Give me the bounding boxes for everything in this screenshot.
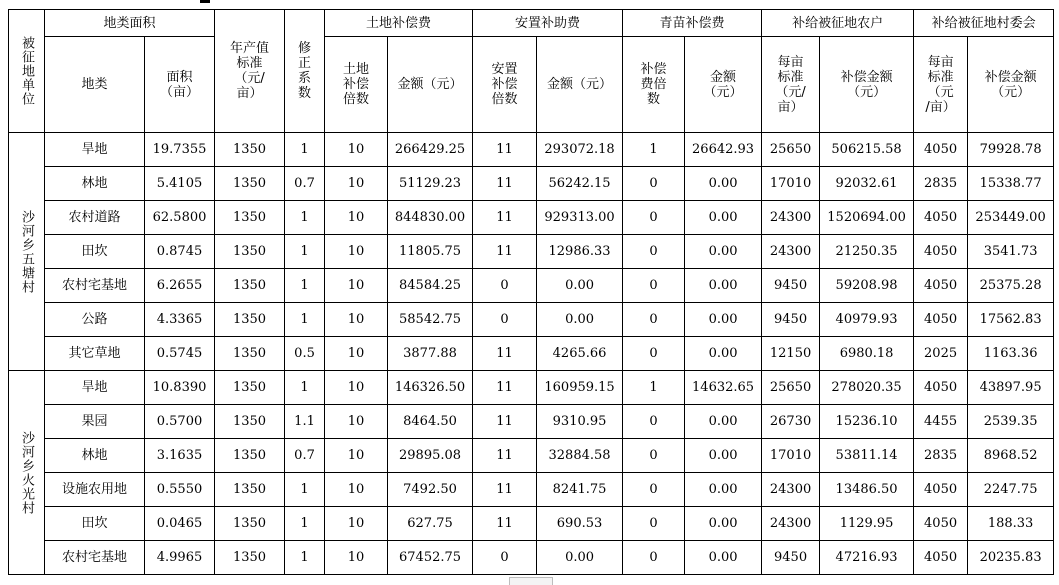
value-cell: 15236.10 <box>820 405 914 439</box>
table-row <box>9 337 1054 371</box>
header-resettle-amount: 金额（元） <box>537 37 623 133</box>
value-cell: 1350 <box>215 507 285 541</box>
value-cell: 0.7 <box>285 439 325 473</box>
header-land-multiple <box>325 37 388 133</box>
value-cell: 24300 <box>762 507 820 541</box>
header-resettle-multiple <box>473 37 537 133</box>
value-cell: 627.75 <box>388 507 473 541</box>
value-cell: 10 <box>325 303 388 337</box>
value-cell: 0 <box>623 303 685 337</box>
header-crops-amount-line: （元） <box>703 84 743 100</box>
value-cell: 5.4105 <box>145 167 215 201</box>
value-cell: 1350 <box>215 371 285 405</box>
value-cell: 0.00 <box>685 541 762 575</box>
header-correction-line: 系 <box>298 71 312 86</box>
value-cell: 10 <box>325 405 388 439</box>
land-type-cell: 农村宅基地 <box>45 269 145 303</box>
value-cell: 11 <box>473 133 537 167</box>
village-name: 沙河乡火光村 <box>19 430 34 515</box>
value-cell: 4.9965 <box>145 541 215 575</box>
header-committee-std-line: 标准 <box>927 69 954 85</box>
value-cell: 1 <box>285 133 325 167</box>
land-type-cell: 果园 <box>45 405 145 439</box>
value-cell: 1350 <box>215 473 285 507</box>
header-crops-multiple-line: 补偿 <box>640 62 667 77</box>
group-farmer: 补给被征地农户 <box>762 10 914 37</box>
header-annual-value <box>215 10 285 133</box>
value-cell: 4455 <box>914 405 968 439</box>
header-area-line: 面积 <box>166 69 193 85</box>
column-header-row <box>9 37 1054 133</box>
village-cell <box>9 133 45 371</box>
value-cell: 506215.58 <box>820 133 914 167</box>
header-resettle-multiple-line: 安置 <box>491 62 518 77</box>
value-cell: 84584.25 <box>388 269 473 303</box>
value-cell: 10 <box>325 269 388 303</box>
header-committee-std-line: 每亩 <box>927 54 954 70</box>
value-cell: 79928.78 <box>968 133 1054 167</box>
value-cell: 1.1 <box>285 405 325 439</box>
value-cell: 0 <box>623 337 685 371</box>
header-land-type: 地类 <box>45 37 145 133</box>
value-cell: 293072.18 <box>537 133 623 167</box>
value-cell: 62.5800 <box>145 201 215 235</box>
value-cell: 0.0465 <box>145 507 215 541</box>
header-annual-value-line: 标准 <box>236 56 263 71</box>
value-cell: 1350 <box>215 439 285 473</box>
header-committee-std-line: /亩） <box>925 99 956 115</box>
value-cell: 0 <box>623 201 685 235</box>
value-cell: 4265.66 <box>537 337 623 371</box>
value-cell: 40979.93 <box>820 303 914 337</box>
value-cell: 3.1635 <box>145 439 215 473</box>
value-cell: 1 <box>285 541 325 575</box>
table-row <box>9 133 1054 167</box>
value-cell: 1350 <box>215 201 285 235</box>
table-row <box>9 235 1054 269</box>
header-unit <box>9 10 45 133</box>
value-cell: 4050 <box>914 269 968 303</box>
value-cell: 1350 <box>215 269 285 303</box>
value-cell: 1350 <box>215 405 285 439</box>
value-cell: 1 <box>285 235 325 269</box>
value-cell: 25375.28 <box>968 269 1054 303</box>
value-cell: 9310.95 <box>537 405 623 439</box>
value-cell: 0.00 <box>685 405 762 439</box>
header-farmer-std-line: （元/ <box>775 84 806 100</box>
value-cell: 1 <box>285 269 325 303</box>
value-cell: 3877.88 <box>388 337 473 371</box>
header-land-multiple-line: 补偿 <box>343 77 370 92</box>
value-cell: 1 <box>623 133 685 167</box>
value-cell: 9450 <box>762 303 820 337</box>
value-cell: 10 <box>325 439 388 473</box>
value-cell: 12986.33 <box>537 235 623 269</box>
value-cell: 0 <box>473 541 537 575</box>
value-cell: 43897.95 <box>968 371 1054 405</box>
land-type-cell: 其它草地 <box>45 337 145 371</box>
value-cell: 0.00 <box>537 303 623 337</box>
header-annual-value-line: （元/ <box>234 71 265 86</box>
value-cell: 1350 <box>215 167 285 201</box>
value-cell: 0.00 <box>685 167 762 201</box>
value-cell: 9450 <box>762 269 820 303</box>
header-committee-amount <box>968 37 1054 133</box>
value-cell: 0.00 <box>685 439 762 473</box>
value-cell: 0.00 <box>685 303 762 337</box>
value-cell: 1129.95 <box>820 507 914 541</box>
value-cell: 146326.50 <box>388 371 473 405</box>
land-type-cell: 公路 <box>45 303 145 337</box>
land-type-cell: 旱地 <box>45 133 145 167</box>
value-cell: 0 <box>623 269 685 303</box>
land-type-cell: 林地 <box>45 167 145 201</box>
header-land-multiple-line: 土地 <box>343 62 370 77</box>
value-cell: 24300 <box>762 473 820 507</box>
land-type-cell: 田坎 <box>45 235 145 269</box>
value-cell: 11 <box>473 405 537 439</box>
value-cell: 0.00 <box>685 201 762 235</box>
value-cell: 24300 <box>762 235 820 269</box>
value-cell: 0 <box>473 269 537 303</box>
header-land-multiple-line: 倍数 <box>343 92 370 107</box>
value-cell: 0 <box>623 439 685 473</box>
header-area <box>145 37 215 133</box>
value-cell: 10 <box>325 235 388 269</box>
group-committee: 补给被征地村委会 <box>914 10 1054 37</box>
value-cell: 11 <box>473 337 537 371</box>
value-cell: 17562.83 <box>968 303 1054 337</box>
value-cell: 59208.98 <box>820 269 914 303</box>
header-crops-multiple-line: 费倍 <box>640 77 667 92</box>
land-type-cell: 农村道路 <box>45 201 145 235</box>
header-correction-line: 修 <box>298 41 312 56</box>
value-cell: 4050 <box>914 371 968 405</box>
value-cell: 0.00 <box>685 473 762 507</box>
value-cell: 11 <box>473 167 537 201</box>
table-row <box>9 303 1054 337</box>
value-cell: 278020.35 <box>820 371 914 405</box>
header-farmer-std-line: 每亩 <box>777 54 804 70</box>
value-cell: 10 <box>325 541 388 575</box>
group-area: 地类面积 <box>45 10 215 37</box>
header-resettle-multiple-line: 补偿 <box>491 77 518 92</box>
group-crops: 青苗补偿费 <box>623 10 762 37</box>
value-cell: 0 <box>623 473 685 507</box>
value-cell: 25650 <box>762 133 820 167</box>
value-cell: 4050 <box>914 235 968 269</box>
value-cell: 2025 <box>914 337 968 371</box>
table-row <box>9 507 1054 541</box>
header-committee-amount-line: （元） <box>991 84 1031 100</box>
value-cell: 1 <box>623 371 685 405</box>
header-farmer-std <box>762 37 820 133</box>
value-cell: 25650 <box>762 371 820 405</box>
value-cell: 690.53 <box>537 507 623 541</box>
value-cell: 12150 <box>762 337 820 371</box>
value-cell: 10 <box>325 371 388 405</box>
value-cell: 67452.75 <box>388 541 473 575</box>
table-row <box>9 439 1054 473</box>
value-cell: 0 <box>623 235 685 269</box>
value-cell: 3541.73 <box>968 235 1054 269</box>
value-cell: 10 <box>325 133 388 167</box>
value-cell: 58542.75 <box>388 303 473 337</box>
header-correction <box>285 10 325 133</box>
compensation-table <box>8 9 1054 575</box>
value-cell: 10 <box>325 201 388 235</box>
value-cell: 10 <box>325 167 388 201</box>
value-cell: 10 <box>325 337 388 371</box>
value-cell: 8968.52 <box>968 439 1054 473</box>
header-farmer-std-line: 标准 <box>777 69 804 85</box>
value-cell: 10 <box>325 507 388 541</box>
value-cell: 2247.75 <box>968 473 1054 507</box>
value-cell: 24300 <box>762 201 820 235</box>
value-cell: 0 <box>623 507 685 541</box>
land-type-cell: 旱地 <box>45 371 145 405</box>
value-cell: 0.00 <box>537 269 623 303</box>
value-cell: 1 <box>285 201 325 235</box>
value-cell: 8241.75 <box>537 473 623 507</box>
value-cell: 11 <box>473 235 537 269</box>
value-cell: 10 <box>325 473 388 507</box>
header-unit-label: 被征地单位 <box>19 36 34 106</box>
value-cell: 1350 <box>215 337 285 371</box>
table-row <box>9 167 1054 201</box>
value-cell: 32884.58 <box>537 439 623 473</box>
header-committee-std-line: （元 <box>927 84 954 100</box>
value-cell: 1350 <box>215 303 285 337</box>
header-farmer-amount <box>820 37 914 133</box>
value-cell: 29895.08 <box>388 439 473 473</box>
value-cell: 2835 <box>914 439 968 473</box>
value-cell: 0 <box>623 167 685 201</box>
header-land-amount: 金额（元） <box>388 37 473 133</box>
group-resettle: 安置补助费 <box>473 10 623 37</box>
header-crops-multiple-line: 数 <box>647 92 661 107</box>
value-cell: 266429.25 <box>388 133 473 167</box>
value-cell: 51129.23 <box>388 167 473 201</box>
value-cell: 17010 <box>762 167 820 201</box>
value-cell: 56242.15 <box>537 167 623 201</box>
value-cell: 1 <box>285 303 325 337</box>
header-correction-line: 正 <box>298 56 312 71</box>
value-cell: 0.5745 <box>145 337 215 371</box>
village-name: 沙河乡五塘村 <box>19 209 34 294</box>
value-cell: 0.5700 <box>145 405 215 439</box>
value-cell: 6.2655 <box>145 269 215 303</box>
header-committee-std <box>914 37 968 133</box>
value-cell: 4050 <box>914 201 968 235</box>
value-cell: 4050 <box>914 507 968 541</box>
table-body <box>9 10 1054 575</box>
value-cell: 17010 <box>762 439 820 473</box>
value-cell: 0.8745 <box>145 235 215 269</box>
value-cell: 2539.35 <box>968 405 1054 439</box>
value-cell: 0.00 <box>685 235 762 269</box>
value-cell: 11 <box>473 371 537 405</box>
value-cell: 15338.77 <box>968 167 1054 201</box>
value-cell: 0 <box>623 541 685 575</box>
value-cell: 0.00 <box>685 337 762 371</box>
value-cell: 0.5550 <box>145 473 215 507</box>
table-row <box>9 473 1054 507</box>
value-cell: 26642.93 <box>685 133 762 167</box>
value-cell: 47216.93 <box>820 541 914 575</box>
value-cell: 6980.18 <box>820 337 914 371</box>
value-cell: 844830.00 <box>388 201 473 235</box>
value-cell: 1 <box>285 473 325 507</box>
header-farmer-std-line: 亩） <box>777 99 804 115</box>
value-cell: 929313.00 <box>537 201 623 235</box>
value-cell: 1350 <box>215 235 285 269</box>
value-cell: 26730 <box>762 405 820 439</box>
value-cell: 10.8390 <box>145 371 215 405</box>
value-cell: 11 <box>473 201 537 235</box>
value-cell: 0.00 <box>537 541 623 575</box>
value-cell: 21250.35 <box>820 235 914 269</box>
header-crops-amount <box>685 37 762 133</box>
value-cell: 4.3365 <box>145 303 215 337</box>
value-cell: 7492.50 <box>388 473 473 507</box>
value-cell: 8464.50 <box>388 405 473 439</box>
value-cell: 11805.75 <box>388 235 473 269</box>
value-cell: 0 <box>623 405 685 439</box>
value-cell: 253449.00 <box>968 201 1054 235</box>
land-type-cell: 林地 <box>45 439 145 473</box>
header-crops-multiple <box>623 37 685 133</box>
header-correction-line: 数 <box>298 86 312 101</box>
value-cell: 4050 <box>914 133 968 167</box>
value-cell: 1 <box>285 371 325 405</box>
value-cell: 4050 <box>914 303 968 337</box>
value-cell: 2835 <box>914 167 968 201</box>
header-farmer-amount-line: （元） <box>847 84 887 100</box>
value-cell: 1 <box>285 507 325 541</box>
value-cell: 11 <box>473 507 537 541</box>
table-row <box>9 269 1054 303</box>
value-cell: 1163.36 <box>968 337 1054 371</box>
value-cell: 20235.83 <box>968 541 1054 575</box>
land-type-cell: 设施农用地 <box>45 473 145 507</box>
value-cell: 14632.65 <box>685 371 762 405</box>
value-cell: 188.33 <box>968 507 1054 541</box>
value-cell: 1520694.00 <box>820 201 914 235</box>
header-annual-value-line: 亩） <box>236 86 263 101</box>
value-cell: 11 <box>473 473 537 507</box>
table-row <box>9 541 1054 575</box>
value-cell: 19.7355 <box>145 133 215 167</box>
land-type-cell: 田坎 <box>45 507 145 541</box>
group-header-row <box>9 10 1054 37</box>
header-annual-value-line: 年产值 <box>230 41 270 56</box>
value-cell: 9450 <box>762 541 820 575</box>
value-cell: 1350 <box>215 133 285 167</box>
value-cell: 0.00 <box>685 507 762 541</box>
header-committee-amount-line: 补偿金额 <box>984 69 1037 85</box>
value-cell: 0.5 <box>285 337 325 371</box>
value-cell: 0 <box>473 303 537 337</box>
table-row <box>9 201 1054 235</box>
header-farmer-amount-line: 补偿金额 <box>840 69 893 85</box>
value-cell: 160959.15 <box>537 371 623 405</box>
header-area-line: （亩） <box>160 84 200 100</box>
header-fragment <box>200 0 210 3</box>
value-cell: 4050 <box>914 541 968 575</box>
table-row <box>9 371 1054 405</box>
header-crops-amount-line: 金额 <box>710 69 737 85</box>
value-cell: 0.7 <box>285 167 325 201</box>
value-cell: 1350 <box>215 541 285 575</box>
value-cell: 11 <box>473 439 537 473</box>
value-cell: 53811.14 <box>820 439 914 473</box>
land-type-cell: 农村宅基地 <box>45 541 145 575</box>
village-cell <box>9 371 45 575</box>
value-cell: 0.00 <box>685 269 762 303</box>
value-cell: 4050 <box>914 473 968 507</box>
group-land: 土地补偿费 <box>325 10 473 37</box>
table-row <box>9 405 1054 439</box>
value-cell: 92032.61 <box>820 167 914 201</box>
header-resettle-multiple-line: 倍数 <box>491 92 518 107</box>
value-cell: 13486.50 <box>820 473 914 507</box>
